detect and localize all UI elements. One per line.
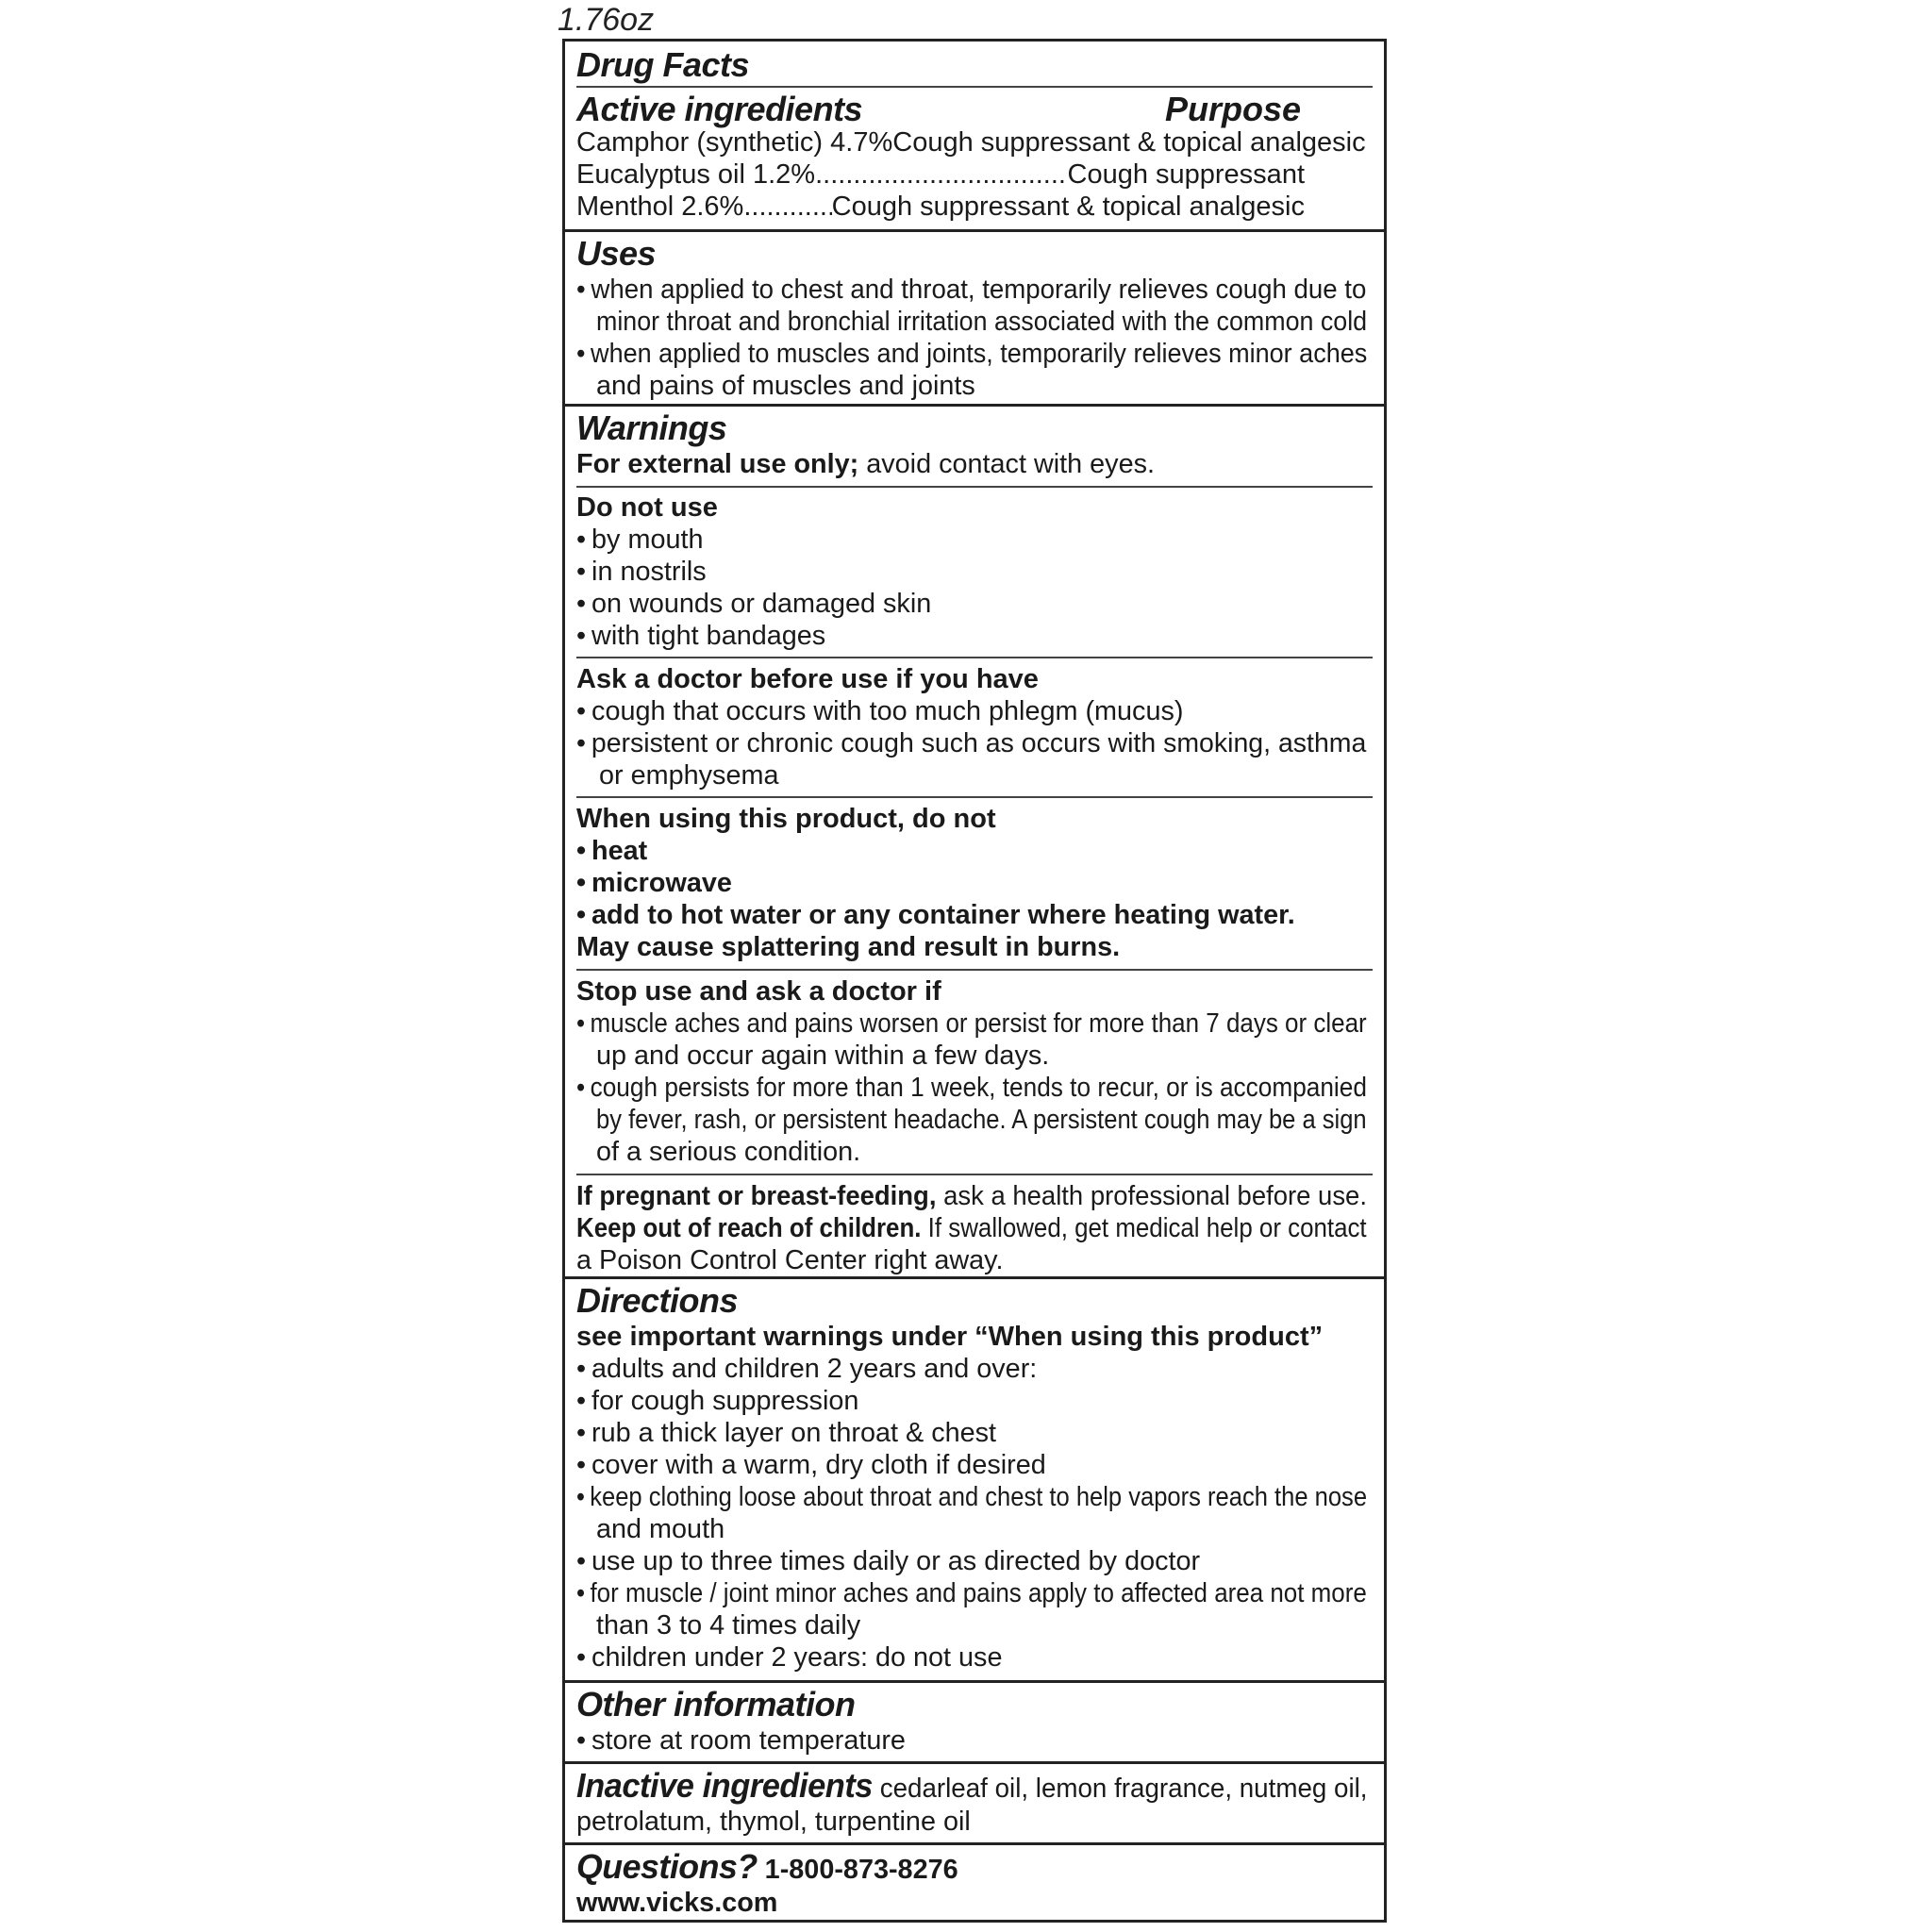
inactive-ingredients-heading: Inactive ingredients [576, 1766, 874, 1805]
pregnant-line [576, 1180, 1367, 1212]
phone-number[interactable]: 1-800-873-8276 [757, 1855, 958, 1885]
leader-dots [815, 158, 1067, 191]
directions-line: • adults and children 2 years and over: [576, 1353, 1367, 1385]
stop-use-line: of a serious condition. [596, 1137, 861, 1167]
other-information-heading: Other information [576, 1685, 856, 1724]
do-not-use-item: • by mouth [576, 524, 1367, 556]
drug-facts-title: Drug Facts [576, 45, 750, 84]
warnings-rule [576, 796, 1373, 798]
inactive-ingredients-section [565, 1761, 1384, 1845]
inactive-text: cedarleaf oil, lemon fragrance, nutmeg oil, [873, 1774, 1368, 1804]
active-ingredient-row [576, 126, 1366, 158]
directions-line: • cover with a warm, dry cloth if desired [576, 1449, 1367, 1481]
ask-doctor-line: • cough that occurs with too much phlegm (mucus) [576, 695, 1367, 727]
stop-use-heading: Stop use and ask a doctor if [576, 976, 941, 1007]
external-use-bold: For external use only; [576, 449, 859, 479]
directions-line: than 3 to 4 times daily [596, 1610, 861, 1641]
when-using-note: May cause splattering and result in burns. [576, 932, 1121, 962]
directions-line: • for cough suppression [576, 1385, 1367, 1417]
questions-line [576, 1848, 1367, 1889]
directions-line: • use up to three times daily or as directed by doctor [576, 1545, 1367, 1577]
warnings-rule [576, 486, 1373, 488]
drug-facts-label [562, 39, 1387, 1923]
stop-use-line: • cough persists for more than 1 week, tends to recur, or is accompanied [576, 1072, 1296, 1104]
keep-out-bold: Keep out of reach of children. [576, 1213, 922, 1243]
ask-doctor-heading: Ask a doctor before use if you have [576, 664, 1039, 694]
directions-line: • for muscle / joint minor aches and pains apply to affected area not more [576, 1577, 1289, 1609]
do-not-use-item: • on wounds or damaged skin [576, 588, 1367, 620]
when-using-item: • microwave [576, 867, 1367, 899]
ingredient-name: Eucalyptus oil 1.2% [576, 159, 816, 190]
uses-line: and pains of muscles and joints [596, 371, 975, 401]
directions-line: • rub a thick layer on throat & chest [576, 1417, 1367, 1449]
when-using-heading: When using this product, do not [576, 804, 996, 834]
warnings-section [565, 404, 1384, 1279]
stop-use-line: • muscle aches and pains worsen or persist for more than 7 days or clear [576, 1008, 1290, 1040]
pregnant-bold: If pregnant or breast-feeding, [576, 1181, 937, 1211]
questions-section [565, 1842, 1384, 1923]
uses-line: • when applied to chest and throat, temporarily relieves cough due to [576, 274, 1335, 306]
warnings-heading: Warnings [576, 408, 727, 447]
stop-use-line: up and occur again within a few days. [596, 1041, 1050, 1071]
directions-section [565, 1276, 1384, 1683]
ingredient-name: Camphor (synthetic) 4.7% [576, 127, 893, 158]
directions-line: • keep clothing loose about throat and chest to help vapors reach the nose [576, 1481, 1278, 1513]
ingredient-name: Menthol 2.6% [576, 192, 744, 222]
uses-line: • when applied to muscles and joints, temporarily relieves minor aches [576, 338, 1319, 370]
warnings-rule [576, 657, 1373, 658]
active-ingredients-section [565, 42, 1384, 229]
when-using-item: • heat [576, 835, 1367, 867]
external-use-line [576, 448, 1367, 480]
keep-out-text: If swallowed, get medical help or contact [921, 1213, 1367, 1243]
directions-line: • children under 2 years: do not use [576, 1641, 1367, 1674]
pregnant-text: ask a health professional before use. [936, 1181, 1367, 1211]
title-rule [576, 86, 1373, 88]
other-information-section [565, 1680, 1384, 1764]
keep-out-line-2: a Poison Control Center right away. [576, 1245, 1004, 1275]
inactive-line [576, 1766, 1368, 1807]
leader-dots [743, 191, 831, 223]
net-weight: 1.76oz [558, 2, 655, 38]
ingredient-purpose: Cough suppressant & topical analgesic [831, 192, 1305, 222]
active-ingredient-row [576, 158, 1305, 191]
website-link[interactable]: www.vicks.com [576, 1888, 778, 1918]
inactive-line-2: petrolatum, thymol, turpentine oil [576, 1807, 971, 1837]
ask-doctor-line: • persistent or chronic cough such as occurs with smoking, asthma [576, 727, 1358, 759]
questions-heading: Questions? [576, 1847, 758, 1886]
ingredient-purpose: Cough suppressant & topical analgesic [892, 127, 1366, 158]
uses-line: minor throat and bronchial irritation associated with the common cold [596, 307, 1368, 337]
active-ingredient-row [576, 191, 1305, 223]
uses-heading: Uses [576, 234, 657, 273]
ask-doctor-line: or emphysema [599, 760, 779, 791]
ingredient-purpose: Cough suppressant [1067, 159, 1305, 190]
active-ingredients-heading: Active ingredients [576, 90, 863, 128]
do-not-use-item: • with tight bandages [576, 620, 1367, 652]
keep-out-line [576, 1212, 1367, 1244]
stop-use-line: by fever, rash, or persistent headache. A persistent cough may be a sign [596, 1105, 1367, 1135]
uses-section [565, 229, 1384, 407]
warnings-rule [576, 1174, 1373, 1175]
other-information-item: • store at room temperature [576, 1724, 1367, 1757]
external-use-text: avoid contact with eyes. [858, 449, 1155, 479]
do-not-use-heading: Do not use [576, 492, 718, 523]
purpose-heading: Purpose [1164, 90, 1301, 128]
when-using-item: • add to hot water or any container where heating water. [576, 899, 1367, 931]
directions-subheading: see important warnings under “When using this product” [576, 1322, 1324, 1352]
directions-line: and mouth [596, 1514, 725, 1544]
warnings-rule [576, 969, 1373, 971]
do-not-use-item: • in nostrils [576, 556, 1367, 588]
directions-heading: Directions [576, 1281, 739, 1320]
